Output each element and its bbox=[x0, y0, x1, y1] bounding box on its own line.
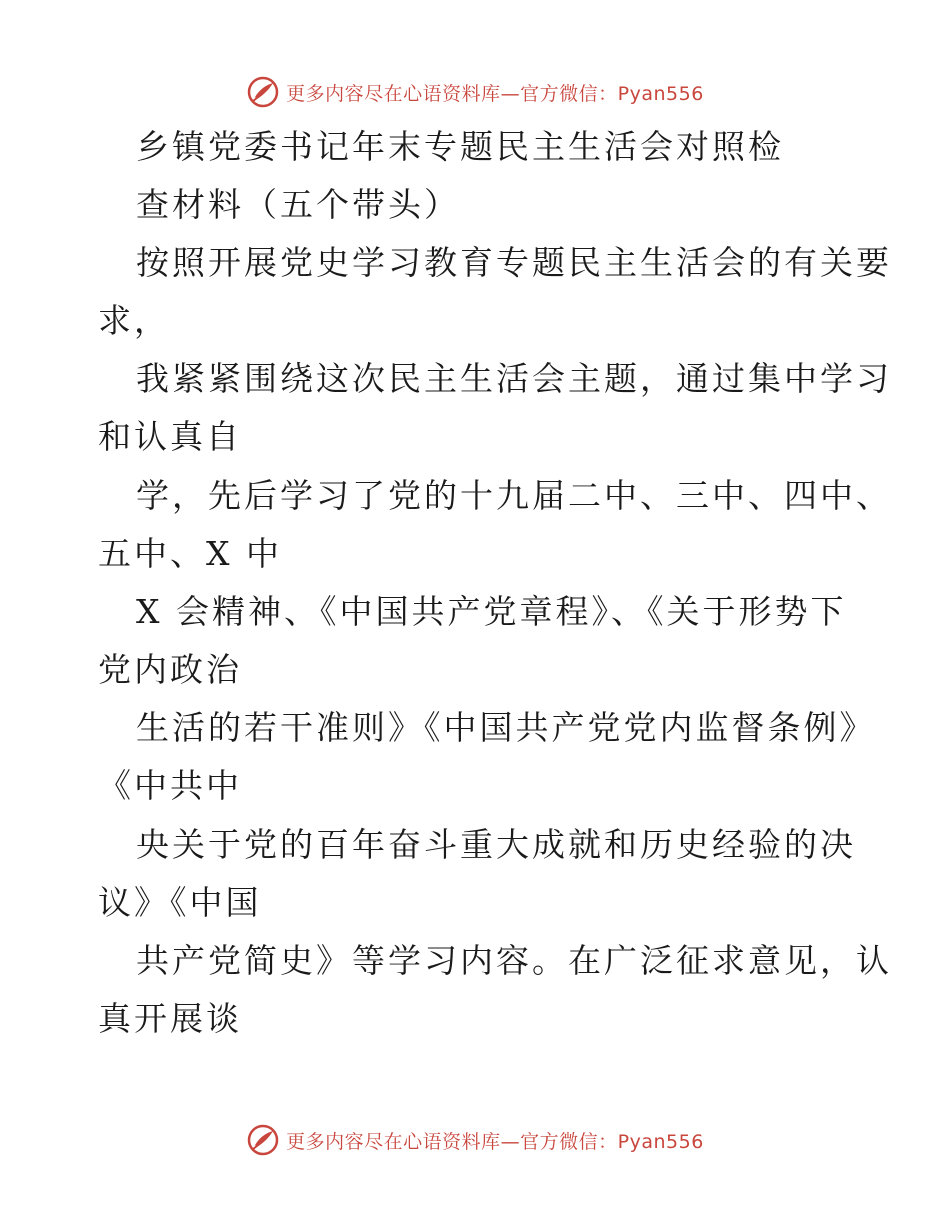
watermark-text: 更多内容尽在心语资料库—官方微信：Pyan556 bbox=[286, 82, 704, 105]
pen-logo-icon bbox=[246, 1123, 280, 1157]
text-line: 乡镇党委书记年末专题民主生活会对照检 bbox=[136, 127, 784, 166]
header-watermark bbox=[0, 72, 950, 112]
text-line: 真开展谈 bbox=[98, 999, 242, 1038]
text-line: 学，先后学习了党的十九届二中、三中、四中、 bbox=[136, 476, 892, 515]
text-line: 党内政治 bbox=[98, 650, 242, 689]
text-line: 议》《中国 bbox=[98, 883, 262, 922]
text-line: 共产党简史》等学习内容。在广泛征求意见，认 bbox=[136, 941, 892, 980]
footer-watermark bbox=[0, 1120, 950, 1160]
text-line: 和认真自 bbox=[98, 417, 242, 456]
text-line: 生活的若干准则》《中国共产党党内监督条例》 bbox=[136, 708, 876, 747]
pen-logo-icon bbox=[246, 75, 280, 109]
text-line: 按照开展党史学习教育专题民主生活会的有关要 bbox=[136, 243, 892, 282]
text-line: 求， bbox=[98, 301, 170, 340]
watermark-text: 更多内容尽在心语资料库—官方微信：Pyan556 bbox=[286, 1130, 704, 1153]
text-line: X 会精神、《中国共产党章程》、《关于形势下 bbox=[136, 592, 847, 631]
text-line: 我紧紧围绕这次民主生活会主题，通过集中学习 bbox=[136, 359, 892, 398]
text-line: 查材料（五个带头） bbox=[136, 185, 460, 224]
text-line: 《中共中 bbox=[98, 766, 242, 805]
text-line: 央关于党的百年奋斗重大成就和历史经验的决 bbox=[136, 825, 856, 864]
text-line: 五中、X 中 bbox=[98, 534, 282, 573]
